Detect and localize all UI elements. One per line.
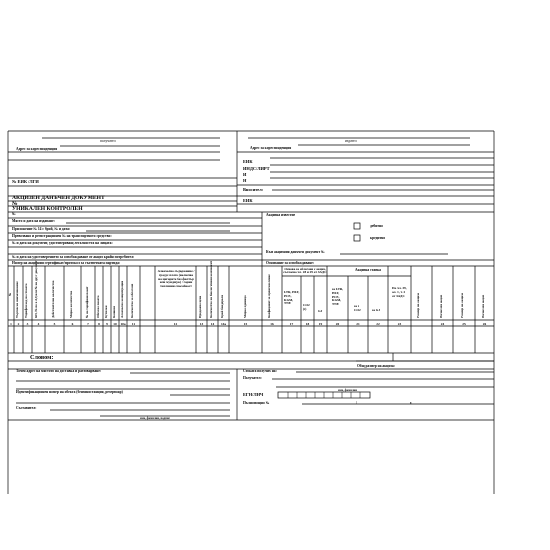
col-number: 22 <box>376 321 380 326</box>
col-number: 12 <box>173 321 178 326</box>
col-header-package-no: № на тарифния пакет <box>85 286 89 318</box>
col-number: 21 <box>356 321 360 326</box>
control-number-title: УНИКАЛЕН КОНТРОЛЕН <box>12 205 83 212</box>
col-number: 11 <box>131 321 136 326</box>
col-header-kn-document: КН, № по в АД или № на друг документ <box>34 260 38 318</box>
col-header-taxable-quantity: Количество за облагане <box>130 283 134 318</box>
delivery-address-label: Точен адрес на мястото на доставка и разтоварване: <box>16 369 102 373</box>
col-number: 14a <box>220 321 227 326</box>
col-header-alcohol-content: Алкохолно съдържание / градус плато (включва на цигарите без филтър или мундщук) / горни топлинни способност <box>157 269 195 289</box>
compiled-by-signature-caption: име, фамилия, подпис <box>140 416 170 420</box>
site-id-label: Идентификационен номер на обекта (бензиностанция, резервоар) <box>16 390 123 394</box>
col-header-cartons: Кашони <box>112 306 116 318</box>
col-header-banderols: Брой бандероли <box>220 294 224 318</box>
total-excise-label: Общ размер на акциза: <box>357 363 395 368</box>
col-number: 13 <box>199 321 204 326</box>
col-number: 3 <box>26 321 29 326</box>
col-header-charged-excise-2: Начислен акциз <box>481 294 485 318</box>
document-number-label: № <box>12 200 18 207</box>
col-number: 10 <box>113 321 117 326</box>
recipient-label: Получател: <box>243 375 262 380</box>
col-number: 6 <box>71 321 74 326</box>
compiled-by-label: Съставител: <box>16 406 37 410</box>
importer-eik-label: ЕИК <box>243 198 253 203</box>
col-header-charged-excise: Начислен акциз <box>439 294 443 318</box>
col-header-trade-name: Търговско наименование <box>15 281 19 318</box>
basis-sub-gj: GJ <box>318 309 323 313</box>
n-label: Н <box>243 178 247 183</box>
col-header-conversion-factor: Коефициент за преизчисление <box>267 274 271 318</box>
excise-certificate-label: Номер на акцизния сертификат/протокол за съответната партида: <box>12 260 121 265</box>
col-number: 8 <box>98 321 100 326</box>
col-number: 14 <box>210 321 215 326</box>
col-header-excise-amount: Размер на акциза <box>416 292 420 318</box>
prior-document-label: Към акцизния данъчен документ № <box>266 250 325 254</box>
col-number: 15 <box>243 321 248 326</box>
sender-eik-lgi-label: № ЕИК /ЛГИ <box>12 179 39 184</box>
sender-address-label: Адрес за кореспонденция <box>16 147 58 151</box>
credit-option-label: кредитно <box>370 236 386 240</box>
power-of-attorney-label: Пълномощно № <box>243 400 270 405</box>
col-number: 18 <box>305 321 310 326</box>
recipient-signature-caption: име, фамилия <box>338 387 357 392</box>
authorization-document-label: № и дата на документ, удостоверяващ легалността на лицата: <box>12 241 113 245</box>
place-date-label: Място и дата на издаване: <box>12 218 55 223</box>
rate-sub-article: По чл. 39, ал. 1, т. 2 от ЗАДС <box>392 286 407 298</box>
rate-sub-gj: за GJ <box>372 308 381 312</box>
col-header-sale-price: Продажна цена <box>198 295 202 318</box>
egn-lnch-label: ЕГН/ЛНЧ <box>243 392 264 397</box>
col-header-bottles: Бутилки <box>104 305 108 318</box>
receiver-name-caption: издател <box>345 139 357 143</box>
basis-sub-co2: СО2 (t) <box>303 303 310 311</box>
excise-notice-label: Акцизна известие <box>266 213 296 217</box>
col-header-unit: Мярка единица <box>243 295 247 318</box>
col-number: 4 <box>37 321 40 326</box>
i-label: И <box>243 172 247 177</box>
col-header-biocomponent: Количество на биологичния компонент <box>209 260 213 318</box>
col-header-tariff-code: Тарифен код на стоката <box>24 283 28 318</box>
col-number: 26 <box>482 321 487 326</box>
sender-name-caption: получател <box>100 139 116 143</box>
col-number: 2 <box>17 321 20 326</box>
exemption-basis-label: Основание за освобождаване: <box>266 260 315 265</box>
col-number: 25 <box>462 321 466 326</box>
col-number: 5 <box>53 321 56 326</box>
col-header-no: № <box>8 292 12 296</box>
col-number: 17 <box>289 321 294 326</box>
col-number: 23 <box>397 321 402 326</box>
control-number-label: № <box>12 212 16 216</box>
col-number: 9 <box>106 321 108 326</box>
col-number: 24 <box>440 321 445 326</box>
receiver-eik-label: ЕИК <box>243 159 253 164</box>
col-header-package-volume: Обем на пакета <box>96 295 100 318</box>
col-header-alcohol-concentration: Алкохолна концентрация <box>120 280 124 318</box>
col-number: 10a <box>120 321 126 326</box>
rate-sub-ltr: за LTR, HLT, PCE, KGM, TNE <box>332 287 344 307</box>
col-number: 1 <box>10 321 12 326</box>
vat-id-label: ИНДС/ЛИРТ <box>243 166 270 171</box>
basis-sub-ltr: LTR, HLT, PCE, KGM, TNE <box>284 290 300 306</box>
col-number: 16 <box>270 321 274 326</box>
col-number: 20 <box>335 321 340 326</box>
year-suffix: г. <box>410 400 413 405</box>
importer-label: Вносител: <box>243 187 264 192</box>
col-header-excise-amount-2: Размер на акциза <box>460 292 464 318</box>
goods-received-label: Стоката получих на: <box>243 368 277 373</box>
document-title: АКЦИЗЕН ДАНЪЧЕН ДОКУМЕНТ <box>12 195 105 201</box>
exemption-certificate-label: № и дата на удостоверението за освобождаване от акциз крайн потребител: <box>12 254 135 259</box>
col-number: 7 <box>87 321 89 326</box>
in-words-label: Словом: <box>30 354 54 361</box>
receiver-address-label: Адрес за кореспонденция <box>250 146 292 150</box>
appendix-label: Приложение № 14 с брой, № и дата: <box>12 226 71 231</box>
basis-group-header: Основа за облагане с акциз, съгласно чл. 28 и 29 от ЗАДС <box>283 266 327 275</box>
rate-group-header: Акцизна ставка <box>355 268 381 272</box>
col-header-quantity-unit: Мярка количество <box>69 290 73 318</box>
vehicle-registration-label: Превозвано и регистрационен № на транспортното средство: <box>12 234 112 238</box>
col-number: 19 <box>318 321 323 326</box>
debit-option-label: дебитно <box>370 224 383 228</box>
col-header-actual-quantity: Действително количество <box>51 280 55 318</box>
rate-sub-co2: за t CO2 <box>354 304 361 312</box>
date-separator: / <box>356 400 357 405</box>
